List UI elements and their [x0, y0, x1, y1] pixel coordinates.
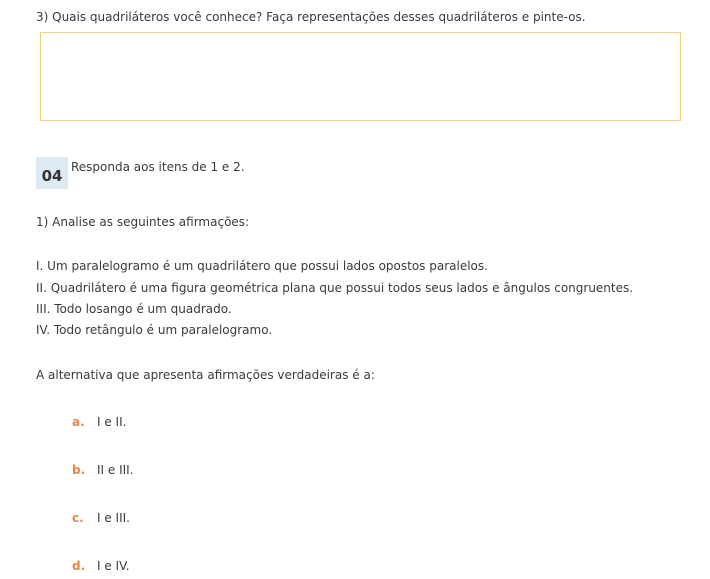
option-text: I e II. — [97, 415, 127, 429]
statement-2: II. Quadrilátero é uma figura geométrica plana que possui todos seus lados e ângulos congruentes. — [36, 281, 634, 295]
option-text: I e IV. — [97, 559, 130, 573]
option-a[interactable] — [72, 414, 126, 430]
option-letter: b. — [72, 463, 86, 477]
question-prompt: A alternativa que apresenta afirmações verdadeiras é a: — [36, 368, 375, 382]
item-1-intro: 1) Analise as seguintes afirmações: — [36, 215, 250, 229]
option-text: I e III. — [97, 511, 130, 525]
option-text: II e III. — [97, 463, 134, 477]
statement-1: I. Um paralelogramo é um quadrilátero que possui lados opostos paralelos. — [36, 259, 488, 273]
option-d[interactable] — [72, 558, 130, 574]
question-instruction: Responda aos itens de 1 e 2. — [71, 160, 245, 174]
statement-3: III. Todo losango é um quadrado. — [36, 302, 232, 316]
answer-box[interactable] — [40, 32, 681, 121]
question-3-text: 3) Quais quadriláteros você conhece? Faça representações desses quadriláteros e pinte-os. — [36, 10, 586, 24]
option-letter: a. — [72, 415, 85, 429]
option-c[interactable] — [72, 510, 130, 526]
option-letter: c. — [72, 511, 84, 525]
option-b[interactable] — [72, 462, 134, 478]
option-letter: d. — [72, 559, 86, 573]
statement-4: IV. Todo retângulo é um paralelogramo. — [36, 323, 273, 337]
question-number-badge: 04 — [36, 157, 68, 189]
